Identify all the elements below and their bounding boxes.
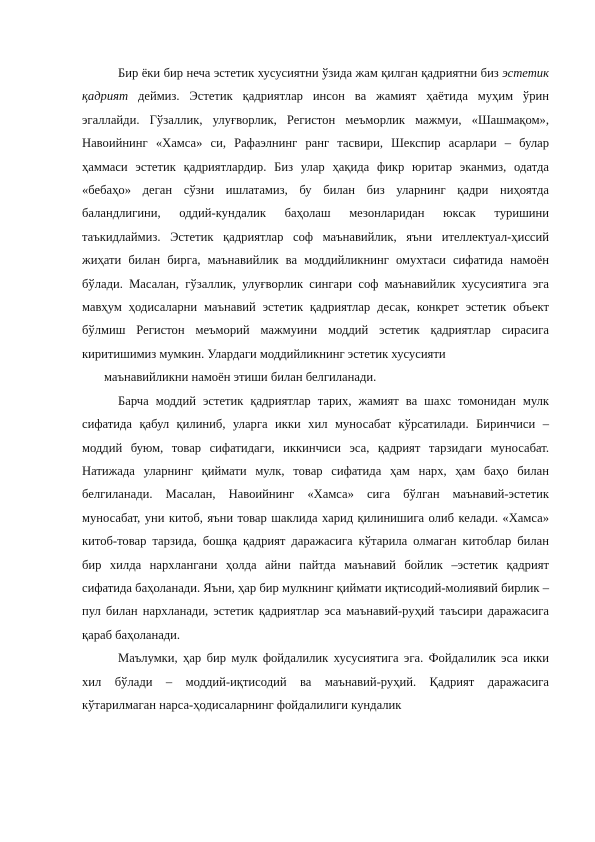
document-body bbox=[82, 62, 549, 717]
paragraph-1-rest: деймиз. Эстетик қадриятлар инсон ва жамият ҳаётида муҳим ўрин эгаллайди. Гўзаллик, улуғворлик, Регистон меъморлик мажмуи, «Шашмақом», Навоийнинг «Хамса» си, Рафаэлнинг ранг тасвири, Шекспир асарлари – булар ҳаммаси эстетик қадриятлардир. Биз улар ҳақида фикр юритар эканмиз, одатда «бебаҳо» деган сўзни ишлатамиз, бу билан биз уларнинг қадри ниҳоятда баландлигини, оддий-кундалик баҳолаш мезонларидан юксак туришини таъкидлаймиз. Эстетик қадриятлар соф маънавийлик, яъни ителлектуал-ҳиссий жиҳати билан бирга, маънавийлик ва моддийликнинг омухтаси сифатида намоён бўлади. Масалан, гўзаллик, улуғворлик сингари соф маънавийлик хусусиятига эга мавҳум ҳодисаларни маънавий эстетик қадриятлар десак, конкрет эстетик объект бўлмиш Регистон меъморий мажмуини моддий эстетик қадриятлар сирасига киритишимиз мумкин. Улардаги моддийликнинг эстетик хусусияти bbox=[82, 89, 549, 361]
paragraph-1-emphasis: эстетик қадрият bbox=[82, 66, 549, 104]
paragraph-3: Барча моддий эстетик қадриятлар тарих, жамият ва шахс томонидан мулк сифатида қабул қилиниб, уларга икки хил муносабат кўрсатилади. Биринчиси – моддий буюм, товар сифатидаги, иккинчиси эса, қадрият тарзидаги муносабат. Натижада уларнинг қиймати мулк, товар сифатида ҳам нарх, ҳам баҳо билан белгиланади. Масалан, Навоийнинг «Хамса» сига бўлган маънавий-эстетик муносабат, уни китоб, яъни товар шаклида харид қилинишига олиб келади. «Хамса» китоб-товар тарзида, бошқа қадрият даражасига кўтарила олмаган китоблар билан бир хилда нархлангани ҳолда айни пайтда маънавий бойлик –эстетик қадрият сифатида баҳоланади. Яъни, ҳар бир мулкнинг қиймати иқтисодий-молиявий бирлик – пул билан нархланади, эстетик қадриятлар эса маънавий-руҳий таъсири даражасига қараб баҳоланади. bbox=[82, 393, 549, 642]
paragraph-4: Маълумки, ҳар бир мулк фойдалилик хусусиятига эга. Фойдалилик эса икки хил бўлади – моддий-иқтисодий ва маънавий-руҳий. Қадрият даражасига кўтарилмаган нарса-ҳодисаларнинг фойдалилиги кундалик bbox=[82, 651, 549, 712]
paragraph-1-start: Бир ёки бир неча эстетик хусусиятни ўзида жам қилган қадриятни биз bbox=[118, 66, 503, 80]
paragraph-2: маънавийликни намоён этиши билан белгиланади. bbox=[104, 370, 377, 385]
paragraph-1 bbox=[82, 62, 549, 366]
